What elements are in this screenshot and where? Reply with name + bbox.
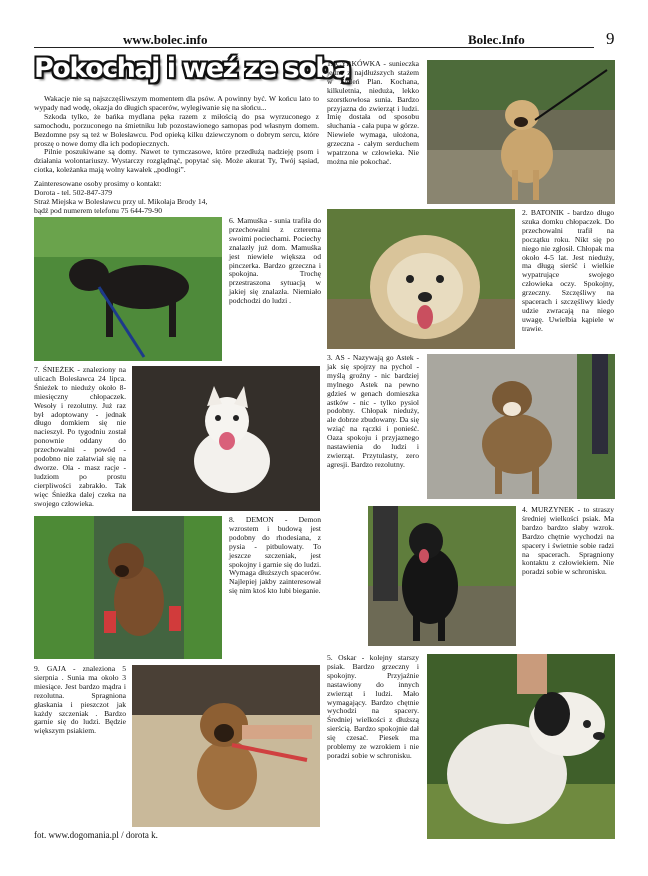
dog-description-mamuska: 6. Mamuśka - sunia trafiła do przechowalni z czterema swoimi pociechami. Pociechy znalazły już dom. Mamuśka jest niewiele większa od pinczerka. Bardzo grzeczna i spokojna. Trochę przestraszona sytuacją w jakiej się znalazła. Niemiało podchodzi do ludzi .	[229, 216, 321, 306]
page-number: 9	[606, 29, 615, 48]
dog-description-gaja: 9. GAJA - znaleziona 5 sierpnia . Sunia ma około 3 miesiące. Jest bardzo mądra i rezolutna. Spragniona głaskania i pieszczot jak każdy szczeniak . Bardzo garnie się do ludzi. Będzie większym psiakiem.	[34, 664, 126, 736]
intro-paragraph: Pilnie poszukiwane są domy. Nawet te tymczasowe, które przedłużą nadzieję psom i działania wolontariuszy. Wystarczy rozglądnąć, popytać się. Może akurat Ty, Twój sąsiad, ciotka, koleżanka mają wolny kawałek „podłogi”.	[34, 147, 319, 175]
dog-description-demon: 8. DEMON - Demon wzrostem i budową jest podobny do rhodesiana, z pysia - pitbulowaty. To jeszcze szczeniak, jest spokojny i garnie się do ludzi. Wymaga dłuższych spacerów. Najlepiej jakby zainteresował się nim ktoś kto lubi bieganie.	[229, 515, 321, 596]
photo-sniezek	[132, 366, 320, 511]
dog-description-murzynek: 4. MURZYNEK - to straszy średniej wielkości psiak. Ma bardzo bardzo słaby wzrok. Bardzo chętnie wychodzi na spacery i świetnie sobie radzi na spacerach. Spragniony kontaktu z człowiekiem. Nie poradzi sobie w schronisku.	[522, 505, 614, 577]
photo-cyrkowka	[427, 60, 615, 204]
intro-text	[34, 95, 319, 175]
photo-murzynek	[368, 506, 516, 646]
photo-batonik	[327, 209, 515, 349]
contact-line: Straż Miejska w Bolesławcu przy ul. Mikołaja Brody 14,	[34, 196, 208, 206]
photo-mamuska	[34, 217, 222, 361]
contact-line: bądź pod numerem telefonu 75 644-79-90	[34, 205, 163, 215]
header-rule	[34, 47, 594, 48]
photo-oskar	[427, 654, 615, 839]
dog-description-batonik: 2. BATONIK - bardzo długo szuka domku chłopaczek. Do przechowalni trafił na początku roku. Nikt się po niego nie zgłosił. Chłopak ma około 4-5 lat. Jest nieduży, ma długą sierść i wielkie wypatrujące swojego człowieka oczy. Spokojny, grzeczny. Szczęśliwy na spacerach i szczęśliwy kiedy udzie zwracają na niego uwagę. Uwielbia kąpiele w trawie.	[522, 208, 614, 333]
dog-description-sniezek: 7. ŚNIEŻEK - znaleziony na ulicach Bolesławca 24 lipca. Śnieżek to nieduży około 8-miesięczny chłopaczek. Wesoły i rezolutny. Już raz był adoptowany - jednak długo domkiem się nie nacieszył. Po tygodniu został ponownie oddany do przechowalni - powód - podobno nie załatwiał się na dworze. Ola - masz racje - ludziom po prostu cierpliwości zabrakło. Tak więc Śnieżka dalej czeka na swojego człowieka.	[34, 365, 126, 508]
site-name-right: Bolec.Info	[468, 32, 525, 47]
article-title: Pokochaj i weź ze sobą	[34, 53, 350, 84]
intro-paragraph: Wakacje nie są najszczęśliwszym momentem dla psów. A powinny być. W końcu lato to wypady nad wodę, okazja do długich spacerów, wylegiwanie się na słońcu...	[34, 94, 319, 112]
photo-as	[427, 354, 615, 499]
contact-line: Dorota - tel. 502-847-379	[34, 187, 113, 197]
photo-gaja	[132, 665, 320, 827]
dog-description-as: 3. AS - Nazywają go Astek - jak się spojrzy na pychol - myślą groźny - nic bardziej mylnego Astek na pewno gdzieś w genach domieszka astków - nic - tylko pysiol podobny. Chłopak nieduży, ale dobrze zbudowany. Da się wziąć na rączki i ponieść. Oaza spokoju i przyjaznego nastawienia do ludzi i zwierząt. Przytulasty, zero agresji. Bardzo rezolutny.	[327, 353, 419, 469]
intro-paragraph: Szkoda tylko, że bańka mydlana pęka razem z miłością do psa wyrzuconego z samochodu, porzuconego na śmietniku lub pozostawionego samopas pod własnym domem. Bezdomne psy są też w Bolesławcu. Pod opieką kilku dziewczynom o dobrym sercu, które proszę o nowe domy dla ich podopiecznych.	[34, 111, 319, 148]
photo-demon	[34, 516, 222, 659]
dog-description-oskar: 5. Oskar - kolejny starszy psiak. Bardzo grzeczny i spokojny. Przyjaźnie nastawiony do innych zwierząt i ludzi. Mało wymagający. Bardzo chętnie wychodzi na spacery. Średniej wielkości z dłuższą sierścią. Bardzo spokojnie dał się czesać. Piesek ma problemy ze wzrokiem i nie poradzi sobie w schronisku.	[327, 653, 419, 760]
site-url-left: www.bolec.info	[123, 32, 208, 47]
dog-description-cyrkowka: 1. CYRKÓWKA - sunieczka jedna z najdłuższych stażem w Zieleń Plan. Kochana, kilkuletnia, nieduża, lekko szorstkowłosa sunia. Bardzo przyjazna do zwierząt i ludzi. Imię dostała od sposobu słuchania - cała pupa w górze. Niewiele wymaga, ułożona, grzeczna - całym serduchem wpatrzona w człowieka. Nie można nie pokochać.	[327, 59, 419, 166]
photo-credit: fot. www.dogomania.pl / dorota k.	[34, 830, 158, 840]
contact-line: Zainteresowane osoby prosimy o kontakt:	[34, 179, 162, 188]
contact-block	[34, 180, 319, 216]
